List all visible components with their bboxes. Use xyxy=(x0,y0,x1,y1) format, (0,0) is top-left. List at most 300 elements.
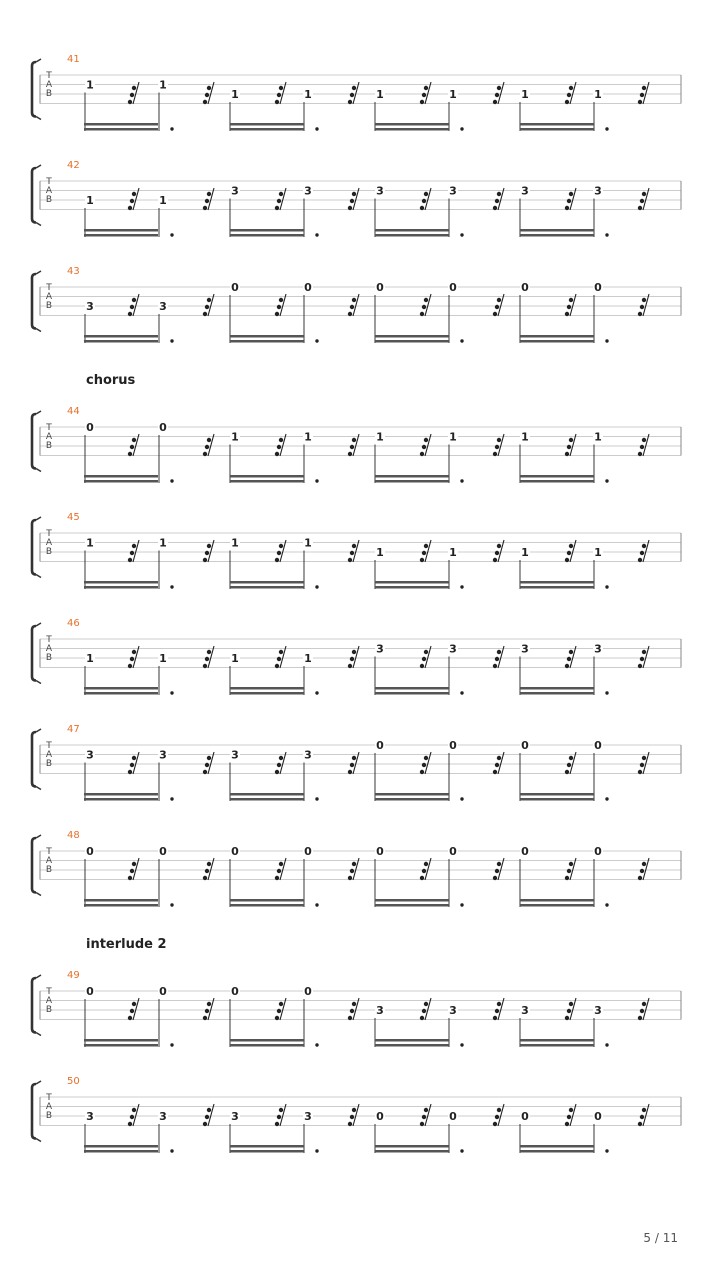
beam xyxy=(84,1150,158,1153)
beam xyxy=(520,1044,594,1047)
tab-clef-letter: B xyxy=(45,759,53,769)
beam xyxy=(520,480,594,483)
sixteenth-rest-flag xyxy=(277,551,281,555)
sixteenth-rest-flag xyxy=(128,312,132,316)
sixteenth-rest-flag xyxy=(348,100,352,104)
fret-number: 0 xyxy=(304,845,312,858)
sixteenth-rest-stem xyxy=(425,858,431,880)
sixteenth-rest-stem xyxy=(643,540,649,562)
sixteenth-rest-flag xyxy=(277,869,281,873)
bracket-hook xyxy=(36,1081,41,1084)
system-bracket xyxy=(32,838,36,893)
sixteenth-rest-flag xyxy=(205,869,209,873)
beam xyxy=(375,1039,449,1042)
sixteenth-rest-flag xyxy=(132,1108,136,1112)
tab-clef-letter: B xyxy=(45,441,53,451)
rhythm-dot xyxy=(460,797,463,800)
sixteenth-rest-stem xyxy=(643,858,649,880)
sixteenth-rest-flag xyxy=(205,657,209,661)
sixteenth-rest-flag xyxy=(279,756,283,760)
sixteenth-rest-flag xyxy=(279,1108,283,1112)
sixteenth-rest-flag xyxy=(565,452,569,456)
tab-clef-letter: A xyxy=(45,186,53,196)
sixteenth-rest-flag xyxy=(420,1016,424,1020)
sixteenth-rest-flag xyxy=(497,438,501,442)
sixteenth-rest-flag xyxy=(642,298,646,302)
sixteenth-rest-stem xyxy=(643,752,649,774)
fret-number: 1 xyxy=(159,78,167,92)
system-bracket xyxy=(32,414,36,469)
sixteenth-rest-stem xyxy=(498,752,504,774)
sixteenth-rest-flag xyxy=(422,305,426,309)
sixteenth-rest-flag xyxy=(565,664,569,668)
sixteenth-rest-stem xyxy=(280,188,286,210)
rhythm-dot xyxy=(605,1149,608,1152)
rhythm-dot xyxy=(170,127,173,130)
rhythm-dot xyxy=(460,691,463,694)
sixteenth-rest-stem xyxy=(353,998,359,1020)
sixteenth-rest-flag xyxy=(205,763,209,767)
sixteenth-rest-flag xyxy=(128,100,132,104)
beam xyxy=(230,687,304,690)
sixteenth-rest-flag xyxy=(279,862,283,866)
beam xyxy=(520,904,594,907)
beam xyxy=(375,586,449,589)
sixteenth-rest-flag xyxy=(493,452,497,456)
sixteenth-rest-flag xyxy=(205,551,209,555)
beam xyxy=(84,798,158,801)
beam xyxy=(84,229,158,232)
sixteenth-rest-flag xyxy=(130,93,134,97)
sixteenth-rest-flag xyxy=(128,452,132,456)
beam xyxy=(375,234,449,237)
beam xyxy=(375,692,449,695)
sixteenth-rest-flag xyxy=(205,305,209,309)
beam xyxy=(375,335,449,338)
fret-number: 3 xyxy=(521,184,529,198)
sixteenth-rest-flag xyxy=(640,305,644,309)
rhythm-dot xyxy=(170,797,173,800)
rhythm-dot xyxy=(460,339,463,342)
sixteenth-rest-flag xyxy=(207,192,211,196)
fret-number: 0 xyxy=(594,739,602,752)
tab-clef-letter: T xyxy=(46,71,52,81)
sixteenth-rest-flag xyxy=(279,544,283,548)
sixteenth-rest-flag xyxy=(132,862,136,866)
rhythm-dot xyxy=(460,479,463,482)
sixteenth-rest-stem xyxy=(208,188,214,210)
sixteenth-rest-stem xyxy=(133,858,139,880)
sixteenth-rest-flag xyxy=(275,558,279,562)
beam xyxy=(375,1044,449,1047)
sixteenth-rest-flag xyxy=(567,763,571,767)
bracket-hook xyxy=(36,1033,41,1036)
system-bracket xyxy=(32,62,36,117)
sixteenth-rest-flag xyxy=(130,657,134,661)
sixteenth-rest-stem xyxy=(208,540,214,562)
tab-clef-letter: B xyxy=(45,1111,53,1121)
fret-number: 0 xyxy=(449,845,457,858)
sixteenth-rest-stem xyxy=(280,752,286,774)
sixteenth-rest-flag xyxy=(565,206,569,210)
fret-number: 1 xyxy=(86,78,94,92)
fret-number: 1 xyxy=(86,652,94,665)
sixteenth-rest-flag xyxy=(638,100,642,104)
sixteenth-rest-flag xyxy=(422,93,426,97)
beam xyxy=(520,234,594,237)
sixteenth-rest-flag xyxy=(203,876,207,880)
sixteenth-rest-stem xyxy=(133,540,139,562)
sixteenth-rest-flag xyxy=(207,1108,211,1112)
sixteenth-rest-flag xyxy=(203,100,207,104)
sixteenth-rest-flag xyxy=(203,312,207,316)
sixteenth-rest-stem xyxy=(570,188,576,210)
beam xyxy=(520,899,594,902)
sixteenth-rest-flag xyxy=(277,1009,281,1013)
sixteenth-rest-stem xyxy=(498,82,504,104)
bracket-hook xyxy=(36,975,41,978)
sixteenth-rest-stem xyxy=(353,646,359,668)
sixteenth-rest-stem xyxy=(498,434,504,456)
sixteenth-rest-stem xyxy=(208,434,214,456)
beam xyxy=(230,229,304,232)
fret-number: 1 xyxy=(594,430,602,444)
beam xyxy=(375,793,449,796)
sixteenth-rest-flag xyxy=(348,770,352,774)
sixteenth-rest-stem xyxy=(425,188,431,210)
fret-number: 0 xyxy=(449,281,457,294)
sixteenth-rest-stem xyxy=(208,1104,214,1126)
beam xyxy=(84,123,158,126)
fret-number: 1 xyxy=(594,546,602,559)
tab-clef-letter: T xyxy=(46,529,52,539)
fret-number: 3 xyxy=(376,642,384,656)
fret-number: 3 xyxy=(521,642,529,656)
tab-clef-letter: B xyxy=(45,547,53,557)
sixteenth-rest-flag xyxy=(495,199,499,203)
sixteenth-rest-flag xyxy=(420,770,424,774)
sixteenth-rest-flag xyxy=(569,298,573,302)
fret-number: 0 xyxy=(521,739,529,752)
rhythm-dot xyxy=(170,233,173,236)
rhythm-dot xyxy=(315,233,318,236)
beam xyxy=(520,128,594,131)
sixteenth-rest-flag xyxy=(422,199,426,203)
beam xyxy=(230,692,304,695)
sixteenth-rest-flag xyxy=(132,544,136,548)
sixteenth-rest-flag xyxy=(348,1122,352,1126)
beam xyxy=(230,793,304,796)
tab-clef-letter: A xyxy=(45,432,53,442)
sixteenth-rest-flag xyxy=(132,650,136,654)
rhythm-dot xyxy=(315,797,318,800)
sixteenth-rest-flag xyxy=(275,100,279,104)
sixteenth-rest-flag xyxy=(567,305,571,309)
rhythm-dot xyxy=(315,1149,318,1152)
sixteenth-rest-stem xyxy=(570,294,576,316)
measure-number: 44 xyxy=(67,406,80,417)
sixteenth-rest-flag xyxy=(207,544,211,548)
measure-number: 49 xyxy=(67,970,80,981)
beam xyxy=(230,335,304,338)
tab-clef-letter: T xyxy=(46,741,52,751)
sixteenth-rest-flag xyxy=(642,650,646,654)
sixteenth-rest-flag xyxy=(420,452,424,456)
sixteenth-rest-flag xyxy=(565,876,569,880)
tab-clef-letter: B xyxy=(45,301,53,311)
fret-number: 0 xyxy=(521,281,529,294)
sixteenth-rest-flag xyxy=(495,445,499,449)
sixteenth-rest-stem xyxy=(133,434,139,456)
fret-number: 0 xyxy=(304,281,312,294)
sixteenth-rest-flag xyxy=(638,312,642,316)
fret-number: 1 xyxy=(304,430,312,444)
rhythm-dot xyxy=(605,233,608,236)
beam xyxy=(84,581,158,584)
sixteenth-rest-flag xyxy=(565,558,569,562)
beam xyxy=(520,692,594,695)
sixteenth-rest-stem xyxy=(643,294,649,316)
system-bracket xyxy=(32,626,36,681)
sixteenth-rest-flag xyxy=(352,862,356,866)
sixteenth-rest-flag xyxy=(132,438,136,442)
rhythm-dot xyxy=(460,903,463,906)
sixteenth-rest-flag xyxy=(565,1016,569,1020)
sixteenth-rest-flag xyxy=(497,192,501,196)
beam xyxy=(375,904,449,907)
sixteenth-rest-flag xyxy=(350,657,354,661)
sixteenth-rest-flag xyxy=(130,199,134,203)
sixteenth-rest-flag xyxy=(132,298,136,302)
sixteenth-rest-flag xyxy=(277,93,281,97)
tab-clef-letter: A xyxy=(45,644,53,654)
rhythm-dot xyxy=(315,585,318,588)
sixteenth-rest-stem xyxy=(643,646,649,668)
fret-number: 0 xyxy=(521,845,529,858)
fret-number: 0 xyxy=(159,845,167,858)
system-bracket xyxy=(32,1084,36,1139)
sixteenth-rest-stem xyxy=(643,82,649,104)
section-label-interlude-2: interlude 2 xyxy=(86,937,167,952)
sixteenth-rest-flag xyxy=(495,1115,499,1119)
sixteenth-rest-flag xyxy=(350,763,354,767)
beam xyxy=(84,128,158,131)
fret-number: 1 xyxy=(594,88,602,101)
sixteenth-rest-flag xyxy=(422,445,426,449)
beam xyxy=(375,687,449,690)
sixteenth-rest-flag xyxy=(638,452,642,456)
sixteenth-rest-stem xyxy=(353,188,359,210)
sixteenth-rest-flag xyxy=(350,551,354,555)
sixteenth-rest-flag xyxy=(640,1115,644,1119)
sixteenth-rest-stem xyxy=(208,646,214,668)
sixteenth-rest-flag xyxy=(422,1115,426,1119)
sixteenth-rest-stem xyxy=(425,540,431,562)
beam xyxy=(230,1150,304,1153)
beam xyxy=(230,1044,304,1047)
sixteenth-rest-stem xyxy=(425,752,431,774)
sixteenth-rest-flag xyxy=(493,1122,497,1126)
fret-number: 0 xyxy=(86,845,94,858)
sixteenth-rest-flag xyxy=(350,1115,354,1119)
sixteenth-rest-flag xyxy=(275,1122,279,1126)
beam xyxy=(230,581,304,584)
sixteenth-rest-flag xyxy=(279,86,283,90)
sixteenth-rest-flag xyxy=(352,650,356,654)
system-bracket xyxy=(32,274,36,329)
sixteenth-rest-flag xyxy=(352,1108,356,1112)
beam xyxy=(84,234,158,237)
rhythm-dot xyxy=(460,585,463,588)
fret-number: 0 xyxy=(231,281,239,294)
sixteenth-rest-flag xyxy=(567,1009,571,1013)
sixteenth-rest-stem xyxy=(570,858,576,880)
sixteenth-rest-flag xyxy=(130,551,134,555)
measure-number: 47 xyxy=(67,724,80,735)
sixteenth-rest-stem xyxy=(133,646,139,668)
rhythm-dot xyxy=(315,691,318,694)
beam xyxy=(375,899,449,902)
fret-number: 1 xyxy=(159,652,167,665)
sixteenth-rest-flag xyxy=(422,1009,426,1013)
beam xyxy=(84,1044,158,1047)
beam xyxy=(375,123,449,126)
sixteenth-rest-flag xyxy=(642,1108,646,1112)
rhythm-dot xyxy=(460,1149,463,1152)
sixteenth-rest-stem xyxy=(425,1104,431,1126)
sixteenth-rest-flag xyxy=(130,305,134,309)
sixteenth-rest-stem xyxy=(353,1104,359,1126)
bracket-hook xyxy=(36,1139,41,1142)
sixteenth-rest-stem xyxy=(570,998,576,1020)
sixteenth-rest-flag xyxy=(350,869,354,873)
sixteenth-rest-stem xyxy=(425,82,431,104)
beam xyxy=(84,480,158,483)
tab-clef-letter: A xyxy=(45,1102,53,1112)
sixteenth-rest-flag xyxy=(420,206,424,210)
rhythm-dot xyxy=(170,903,173,906)
fret-number: 0 xyxy=(376,739,384,752)
sixteenth-rest-stem xyxy=(280,540,286,562)
beam xyxy=(375,581,449,584)
sixteenth-rest-stem xyxy=(353,858,359,880)
tab-clef-letter: A xyxy=(45,80,53,90)
sixteenth-rest-stem xyxy=(133,82,139,104)
sixteenth-rest-stem xyxy=(498,540,504,562)
sixteenth-rest-flag xyxy=(128,664,132,668)
rhythm-dot xyxy=(460,127,463,130)
measure-number: 46 xyxy=(67,618,80,629)
rhythm-dot xyxy=(170,585,173,588)
rhythm-dot xyxy=(315,1043,318,1046)
fret-number: 1 xyxy=(304,88,312,101)
sixteenth-rest-flag xyxy=(350,1009,354,1013)
sixteenth-rest-flag xyxy=(497,298,501,302)
sixteenth-rest-flag xyxy=(642,862,646,866)
beam xyxy=(520,586,594,589)
sixteenth-rest-flag xyxy=(203,558,207,562)
sixteenth-rest-stem xyxy=(133,752,139,774)
sixteenth-rest-stem xyxy=(643,998,649,1020)
tab-clef-letter: A xyxy=(45,750,53,760)
bracket-hook xyxy=(36,893,41,896)
sixteenth-rest-flag xyxy=(493,770,497,774)
system-bracket xyxy=(32,168,36,223)
sixteenth-rest-flag xyxy=(424,298,428,302)
measure-number: 48 xyxy=(67,830,80,841)
sixteenth-rest-flag xyxy=(352,544,356,548)
fret-number: 1 xyxy=(449,546,457,559)
sixteenth-rest-flag xyxy=(132,86,136,90)
sixteenth-rest-flag xyxy=(130,1009,134,1013)
beam xyxy=(520,123,594,126)
beam xyxy=(230,1039,304,1042)
sixteenth-rest-flag xyxy=(207,756,211,760)
sixteenth-rest-flag xyxy=(638,1122,642,1126)
tab-clef-letter: B xyxy=(45,865,53,875)
sixteenth-rest-flag xyxy=(128,1122,132,1126)
sixteenth-rest-stem xyxy=(570,646,576,668)
sixteenth-rest-stem xyxy=(208,752,214,774)
sixteenth-rest-flag xyxy=(567,551,571,555)
sixteenth-rest-stem xyxy=(570,752,576,774)
fret-number: 1 xyxy=(376,88,384,101)
sixteenth-rest-flag xyxy=(640,763,644,767)
sixteenth-rest-flag xyxy=(424,438,428,442)
sixteenth-rest-stem xyxy=(570,1104,576,1126)
sixteenth-rest-flag xyxy=(352,192,356,196)
sixteenth-rest-flag xyxy=(207,86,211,90)
sixteenth-rest-flag xyxy=(130,445,134,449)
sixteenth-rest-flag xyxy=(569,544,573,548)
sixteenth-rest-flag xyxy=(420,664,424,668)
sixteenth-rest-flag xyxy=(569,1002,573,1006)
sixteenth-rest-flag xyxy=(275,664,279,668)
sixteenth-rest-flag xyxy=(205,199,209,203)
measure-number: 45 xyxy=(67,512,80,523)
sixteenth-rest-flag xyxy=(205,93,209,97)
sixteenth-rest-flag xyxy=(348,558,352,562)
beam xyxy=(520,340,594,343)
sixteenth-rest-flag xyxy=(352,756,356,760)
sixteenth-rest-flag xyxy=(207,650,211,654)
sixteenth-rest-stem xyxy=(280,646,286,668)
sixteenth-rest-flag xyxy=(128,770,132,774)
beam xyxy=(520,475,594,478)
fret-number: 0 xyxy=(304,985,312,998)
tab-clef-letter: A xyxy=(45,856,53,866)
sixteenth-rest-flag xyxy=(203,452,207,456)
bracket-hook xyxy=(36,517,41,520)
beam xyxy=(230,128,304,131)
sixteenth-rest-flag xyxy=(642,438,646,442)
tab-clef-letter: B xyxy=(45,89,53,99)
fret-number: 3 xyxy=(594,1004,602,1017)
beam xyxy=(375,475,449,478)
sixteenth-rest-flag xyxy=(497,544,501,548)
sixteenth-rest-flag xyxy=(277,445,281,449)
fret-number: 3 xyxy=(376,184,384,198)
sixteenth-rest-flag xyxy=(642,1002,646,1006)
sixteenth-rest-flag xyxy=(567,1115,571,1119)
beam xyxy=(520,1150,594,1153)
fret-number: 3 xyxy=(86,300,94,313)
fret-number: 3 xyxy=(376,1004,384,1017)
sixteenth-rest-flag xyxy=(495,93,499,97)
beam xyxy=(230,123,304,126)
sixteenth-rest-flag xyxy=(207,438,211,442)
rhythm-dot xyxy=(170,339,173,342)
